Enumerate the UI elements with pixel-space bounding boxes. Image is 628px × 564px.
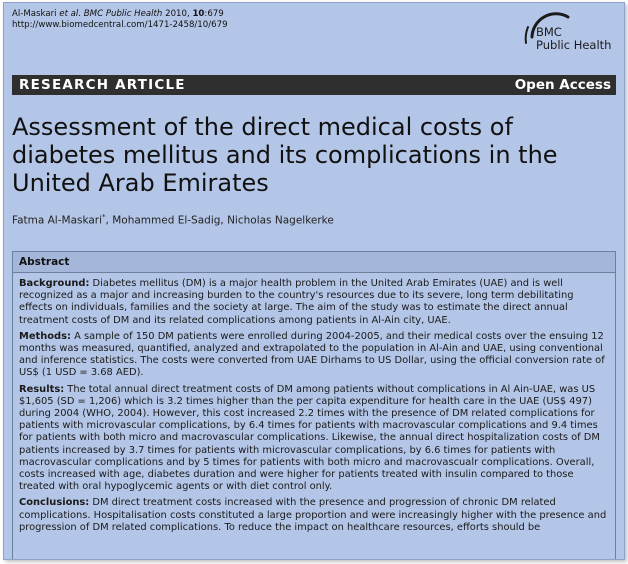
article-page — [3, 2, 625, 560]
article-title: Assessment of the direct medical costs of diabetes mellitus and its complications in the United Arab Emirates — [12, 113, 558, 197]
bmc-logo-text — [536, 26, 611, 52]
author-1[interactable]: Fatma Al-Maskari — [12, 214, 103, 227]
corresponding-author-mark: * — [102, 213, 106, 221]
background-text: Diabetes mellitus (DM) is a major health problem in the United Arab Emirates (UAE) and is well recognized as a major and increasing burden to the country's resources due to its severe, long term debilitating effects on individuals, families and the society at large. The aim of the study was to estimate the direct annual treatment costs of DM and its related complications among patients in Al-Ain city, UAE. — [19, 278, 574, 326]
other-authors: , Mohammed El-Sadig, Nicholas Nagelkerke — [105, 214, 334, 227]
methods-text: A sample of 150 DM patients were enrolled during 2004-2005, and their medical costs over the ensuing 12 months was measured, quantified, analyzed and extrapolated to the population in Al-Ain and UAE, using conventional and inference statistics. The costs were converted from UAE Dirhams to US Dollar, using the official conversion rate of US$ (1 USD = 3.68 AED). — [19, 330, 605, 379]
abstract-heading: Abstract — [13, 252, 615, 273]
logo-line-1: BMC — [536, 25, 562, 39]
abstract-body — [13, 273, 615, 534]
logo-line-2: Public Health — [536, 38, 612, 52]
conclusions-label: Conclusions: — [19, 497, 90, 509]
author-list — [12, 213, 334, 227]
abstract-box — [12, 251, 616, 559]
citation-volume: 10 — [192, 9, 205, 19]
bmc-logo — [506, 7, 616, 61]
abstract-conclusions — [19, 497, 607, 534]
methods-label: Methods: — [19, 330, 71, 342]
results-text: The total annual direct treatment costs of DM among patients without complications in Al Ain-UAE, was US $1,605 (SD = 1,206) which is 3.2 times higher than the per capita expenditure for health care in the UAE (US$ 497) during 2004 (WHO, 2004). However, this cost increased 2.2 times with the presence of DM related complications for patients with microvascular complications, by 6.4 times for patients with macrovascular complications and 9.4 times for patients with both micro and macrovascular complications. Likewise, the annual direct hospitalization costs of DM patients increased by 3.7 times for patients with microvascular complications, by 6.6 times for patients with macrovascular complications and by 5 times for patients with both micro and macrovascualr complications. Overall, costs increased with age, diabetes duration and were higher for patients treated with insulin compared to those treated with oral hypoglycemic agents or with diet control only. — [19, 383, 600, 493]
article-type-label: RESEARCH ARTICLE — [19, 77, 186, 93]
abstract-methods — [19, 331, 607, 380]
citation-authors: Al-Maskari — [12, 9, 57, 19]
citation-journal: et al. BMC Public Health — [59, 9, 163, 19]
citation-article: :679 — [204, 9, 224, 19]
citation-header — [12, 9, 228, 31]
conclusions-text: DM direct treatment costs increased with the presence and progression of chronic DM related complications. Hospitalisation costs constituted a large proportion and were increasingly higher with the presence and progression of DM related complications. To reduce the impact on healthcare resources, efforts should be — [19, 497, 607, 533]
abstract-background — [19, 278, 607, 327]
background-label: Background: — [19, 278, 90, 289]
citation-year: 2010, — [165, 9, 190, 19]
open-access-label: Open Access — [514, 77, 611, 93]
abstract-results — [19, 384, 607, 494]
article-url[interactable]: http://www.biomedcentral.com/1471-2458/10/679 — [12, 20, 228, 30]
results-label: Results: — [19, 383, 65, 395]
article-type-banner — [12, 75, 616, 95]
citation-line — [12, 9, 228, 20]
